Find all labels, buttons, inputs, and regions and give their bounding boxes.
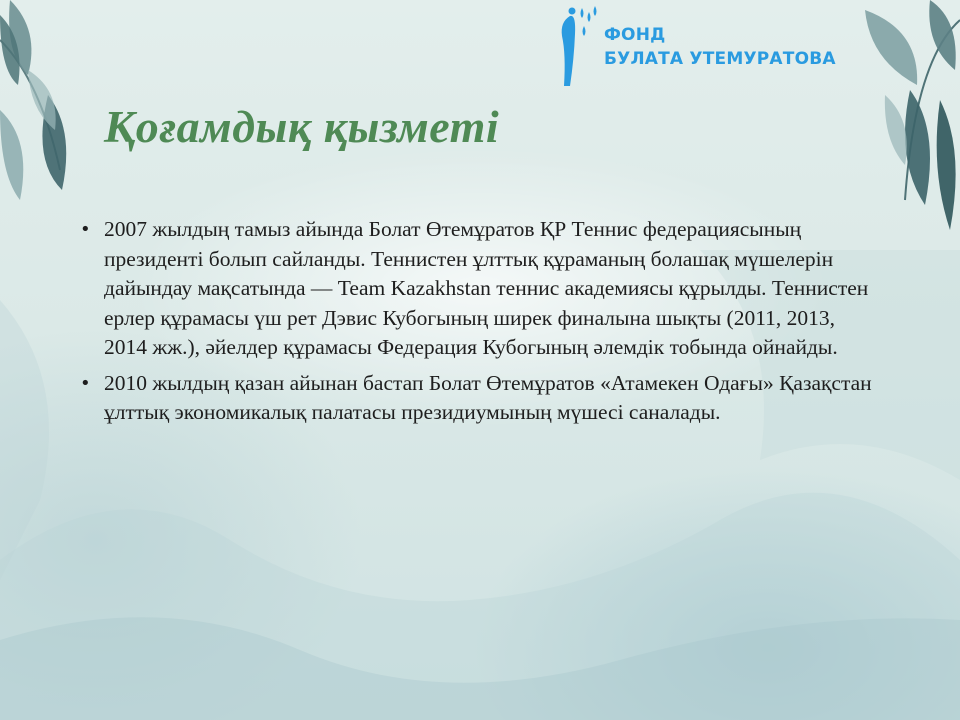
bullet-text: 2010 жылдың қазан айынан бастап Болат Өтемұратов «Атамекен Одағы» Қазақстан ұлттық экономикалық палатасы президиумының мүшесі саналады. xyxy=(104,370,872,424)
leaves-decoration-left xyxy=(0,0,90,230)
bullet-text: 2007 жылдың тамыз айында Болат Өтемұратов ҚР Теннис федерациясының президенті болып сайланды. Теннистен ұлттық құраманың болашақ мүшелерін дайындау мақсатында — Team Kazakhstan теннис академиясы құрылды. Теннистен ерлер құрамасы үш рет Дэвис Кубогының ширек финалына шықты (2011, 2013, 2014 жж.), әйелдер құрамасы Федерация Кубогының әлемдік тобында ойнайды. xyxy=(104,217,869,359)
logo-text-line-1: ФОНД xyxy=(604,25,666,45)
bullet-item xyxy=(80,215,880,363)
fund-logo[interactable] xyxy=(556,4,836,88)
logo-text-line-2: БУЛАТА УТЕМУРАТОВА xyxy=(604,49,836,69)
bullet-dot-icon: • xyxy=(80,372,91,394)
leaves-decoration-right xyxy=(825,0,960,240)
bullet-item xyxy=(80,369,880,428)
water-drops-figure-icon xyxy=(556,4,602,88)
slide-title: Қоғамдық қызметі xyxy=(104,101,500,152)
bullet-dot-icon: • xyxy=(80,219,91,240)
bullet-list xyxy=(80,215,880,434)
